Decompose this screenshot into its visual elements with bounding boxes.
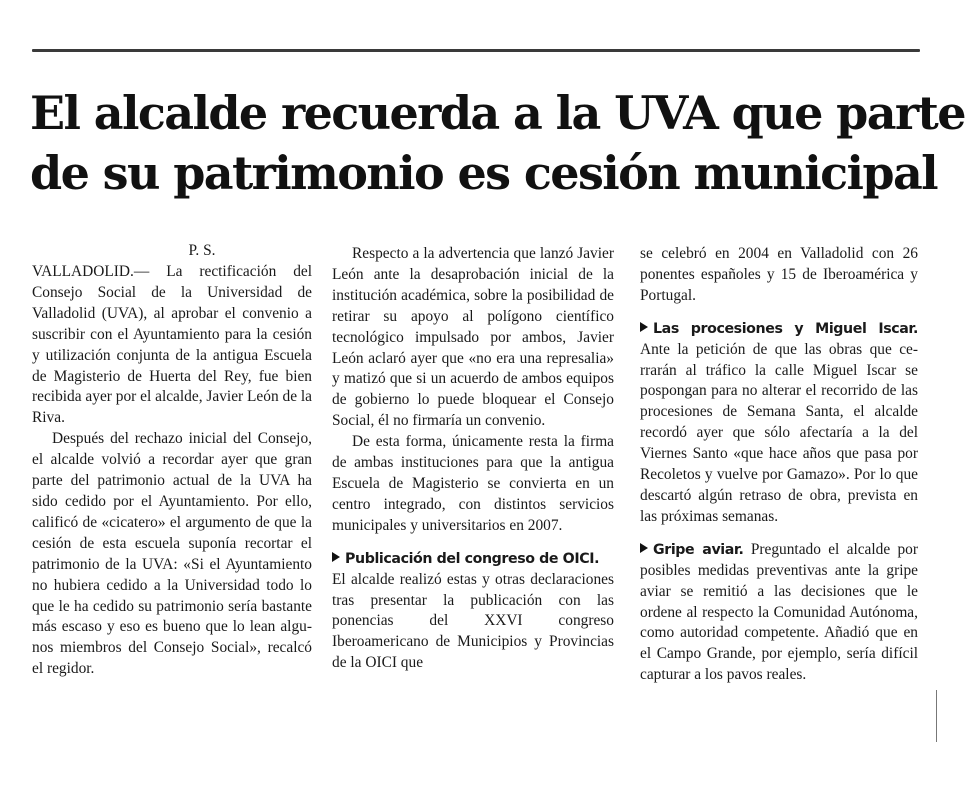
paragraph: Después del rechazo inicial del Consejo, el alcalde volvió a recordar ayer que gran parte del patrimonio actual de la UVA ha sido cedido por el Ayuntamiento. Por ello, calificó de «cicatero» el argumento de que la cesión de esta escuela suponía recortar el patrimonio de la UVA: «Si el Ayuntamiento no hubiera cedido a la Universidad todo lo que le ha cedido su patrimonio sería bastante más escaso y eso es bueno que lo lean algunos miembros del Consejo Social», recalcó el regidor. [32, 430, 312, 678]
top-rule [32, 49, 920, 52]
headline-line-2: de su patrimonio es cesión municipal [30, 146, 938, 200]
headline [30, 83, 965, 203]
subhead-gripe: Gripe aviar. [653, 541, 744, 558]
section-heading [332, 549, 614, 570]
paragraph: El alcalde realizó estas y otras declaraciones tras presentar la publicación con las ponencias del XXVI congreso Iberoamericano de Municipios y Provincias de la OICI que [332, 570, 614, 672]
paragraph: De esta forma, únicamente resta la firma de ambas instituciones para que la antigua Escuela de Magisterio se convierta en un centro integrado, con distintos servicios municipales y universitarios en 2007. [332, 433, 614, 534]
headline-line-1: El alcalde recuerda a la UVA que parte [30, 86, 965, 140]
subhead-oici: Publicación del congreso de OICI. [345, 550, 600, 567]
paragraph-text: Ante la petición de que las obras que cerrarán al tráfico la calle Miguel Iscar se pospongan para no alterar el recorrido de las procesiones de Semana Santa, el alcalde recordó ayer que sólo afectaría a la del Viernes Santo «que hace años que pasa por Recoletos y vuelve por Gamazo». Por lo que descartó algún retraso de obra, prevista en las próximas semanas. [640, 340, 918, 525]
column-edge-line [936, 690, 937, 742]
spacer [640, 528, 918, 540]
paragraph-procesiones [640, 319, 918, 528]
paragraph-text: Preguntado el alcalde por posibles medidas preventivas ante la gripe aviar se remitió a las decisiones que le ordene al respecto la Comunidad Autónoma, como autoridad competente. Añadió que en el Campo Grande, por ejemplo, sería difícil capturar a los pavos reales. [640, 540, 918, 684]
paragraph-gripe [640, 540, 918, 686]
triangle-bullet-icon [332, 552, 340, 562]
column-2 [332, 244, 614, 674]
subhead-procesiones: Las procesiones y Miguel Iscar. [653, 320, 918, 337]
spacer [640, 307, 918, 319]
byline: P. S. [188, 242, 216, 259]
triangle-bullet-icon [640, 543, 648, 553]
column-3 [640, 244, 918, 686]
triangle-bullet-icon [640, 322, 648, 332]
column-1 [32, 241, 312, 680]
paragraph: Respecto a la advertencia que lanzó Javier León ante la desaprobación inicial de la institución académica, sobre la posibilidad de retirar su apoyo al polígono científico tecnológico impulsado por ambos, Javier León aclaró ayer que «no era una represalia» y matizó que si un acuerdo de ambos equipos de gobierno lo puede bloquear el Consejo Social, él no firmaría un convenio. [332, 245, 614, 430]
paragraph: VALLADOLID.— La rectificación del Consejo Social de la Universidad de Valladolid (UVA), al aprobar el convenio a suscribir con el Ayuntamiento para la cesión y utilización conjunta de la antigua Escuela de Magisterio de Huerta del Rey, fue bien recibida ayer por el alcalde, Javier León de la Riva. [32, 263, 312, 427]
paragraph: se celebró en 2004 en Valladolid con 26 ponentes españoles y 15 de Iberoamérica y Portugal. [640, 245, 918, 304]
